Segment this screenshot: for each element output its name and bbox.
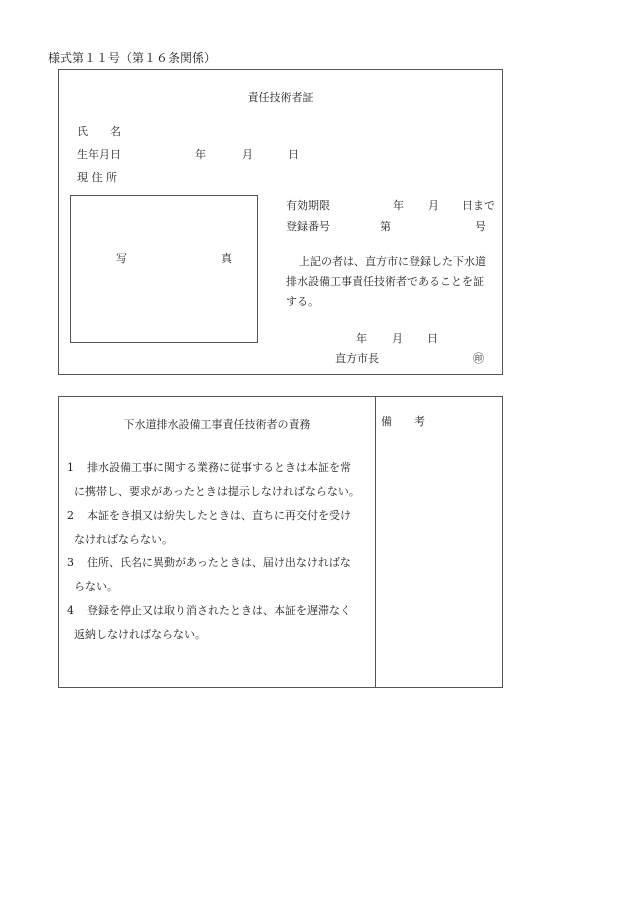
validity-label: 有効期限 [286,199,330,212]
validity-year-label: 年 [393,199,404,212]
name-label: 氏 名 [77,125,121,138]
statement-line: 上記の者は、直方市に登録した下水道 [299,255,486,268]
duty-text: に携帯し、要求があったときは提示しなければならない。 [74,485,360,498]
duty-text: 本証をき損又は紛失したときは、直ちに再交付を受け [87,509,351,522]
duty-number: 4 [67,604,74,617]
birthdate-label: 生年月日 [77,148,121,161]
certificate-card [58,69,503,375]
issue-year-label: 年 [356,332,367,345]
registration-label: 登録番号 [286,220,330,233]
validity-until-label: 日まで [462,199,495,212]
issue-month-label: 月 [392,332,403,345]
registration-prefix: 第 [380,220,391,233]
column-divider [375,397,376,687]
photo-label-right: 真 [221,252,232,265]
certificate-title: 責任技術者証 [247,91,314,104]
birth-day-label: 日 [288,148,299,161]
photo-box [70,195,258,343]
validity-month-label: 月 [428,199,439,212]
duty-text: 排水設備工事に関する業務に従事するときは本証を常 [87,461,351,474]
issuer-label: 直方市長 [335,352,379,365]
remarks-label: 備 考 [381,415,425,428]
duty-text: 登録を停止又は取り消されたときは、本証を遅滞なく [87,604,351,617]
duty-text: なければならない。 [74,533,173,546]
birth-month-label: 月 [242,148,253,161]
duty-number: 2 [67,509,74,522]
duty-text: 住所、氏名に異動があったときは、届け出なければな [87,556,351,569]
seal-mark: ㊞ [473,352,484,365]
statement-line: する。 [286,295,319,308]
photo-label-left: 写 [116,252,127,265]
form-number: 様式第１１号（第１６条関係） [48,51,217,65]
birth-year-label: 年 [195,148,206,161]
duty-number: 3 [67,556,74,569]
duties-title: 下水道排水設備工事責任技術者の責務 [123,418,311,431]
duty-text: らない。 [74,580,118,593]
registration-suffix: 号 [475,220,486,233]
duty-number: 1 [67,461,74,474]
duty-text: 返納しなければならない。 [74,628,206,641]
issue-day-label: 日 [427,332,438,345]
address-label: 現 住 所 [77,171,117,184]
statement-line: 排水設備工事責任技術者であることを証 [286,275,484,288]
